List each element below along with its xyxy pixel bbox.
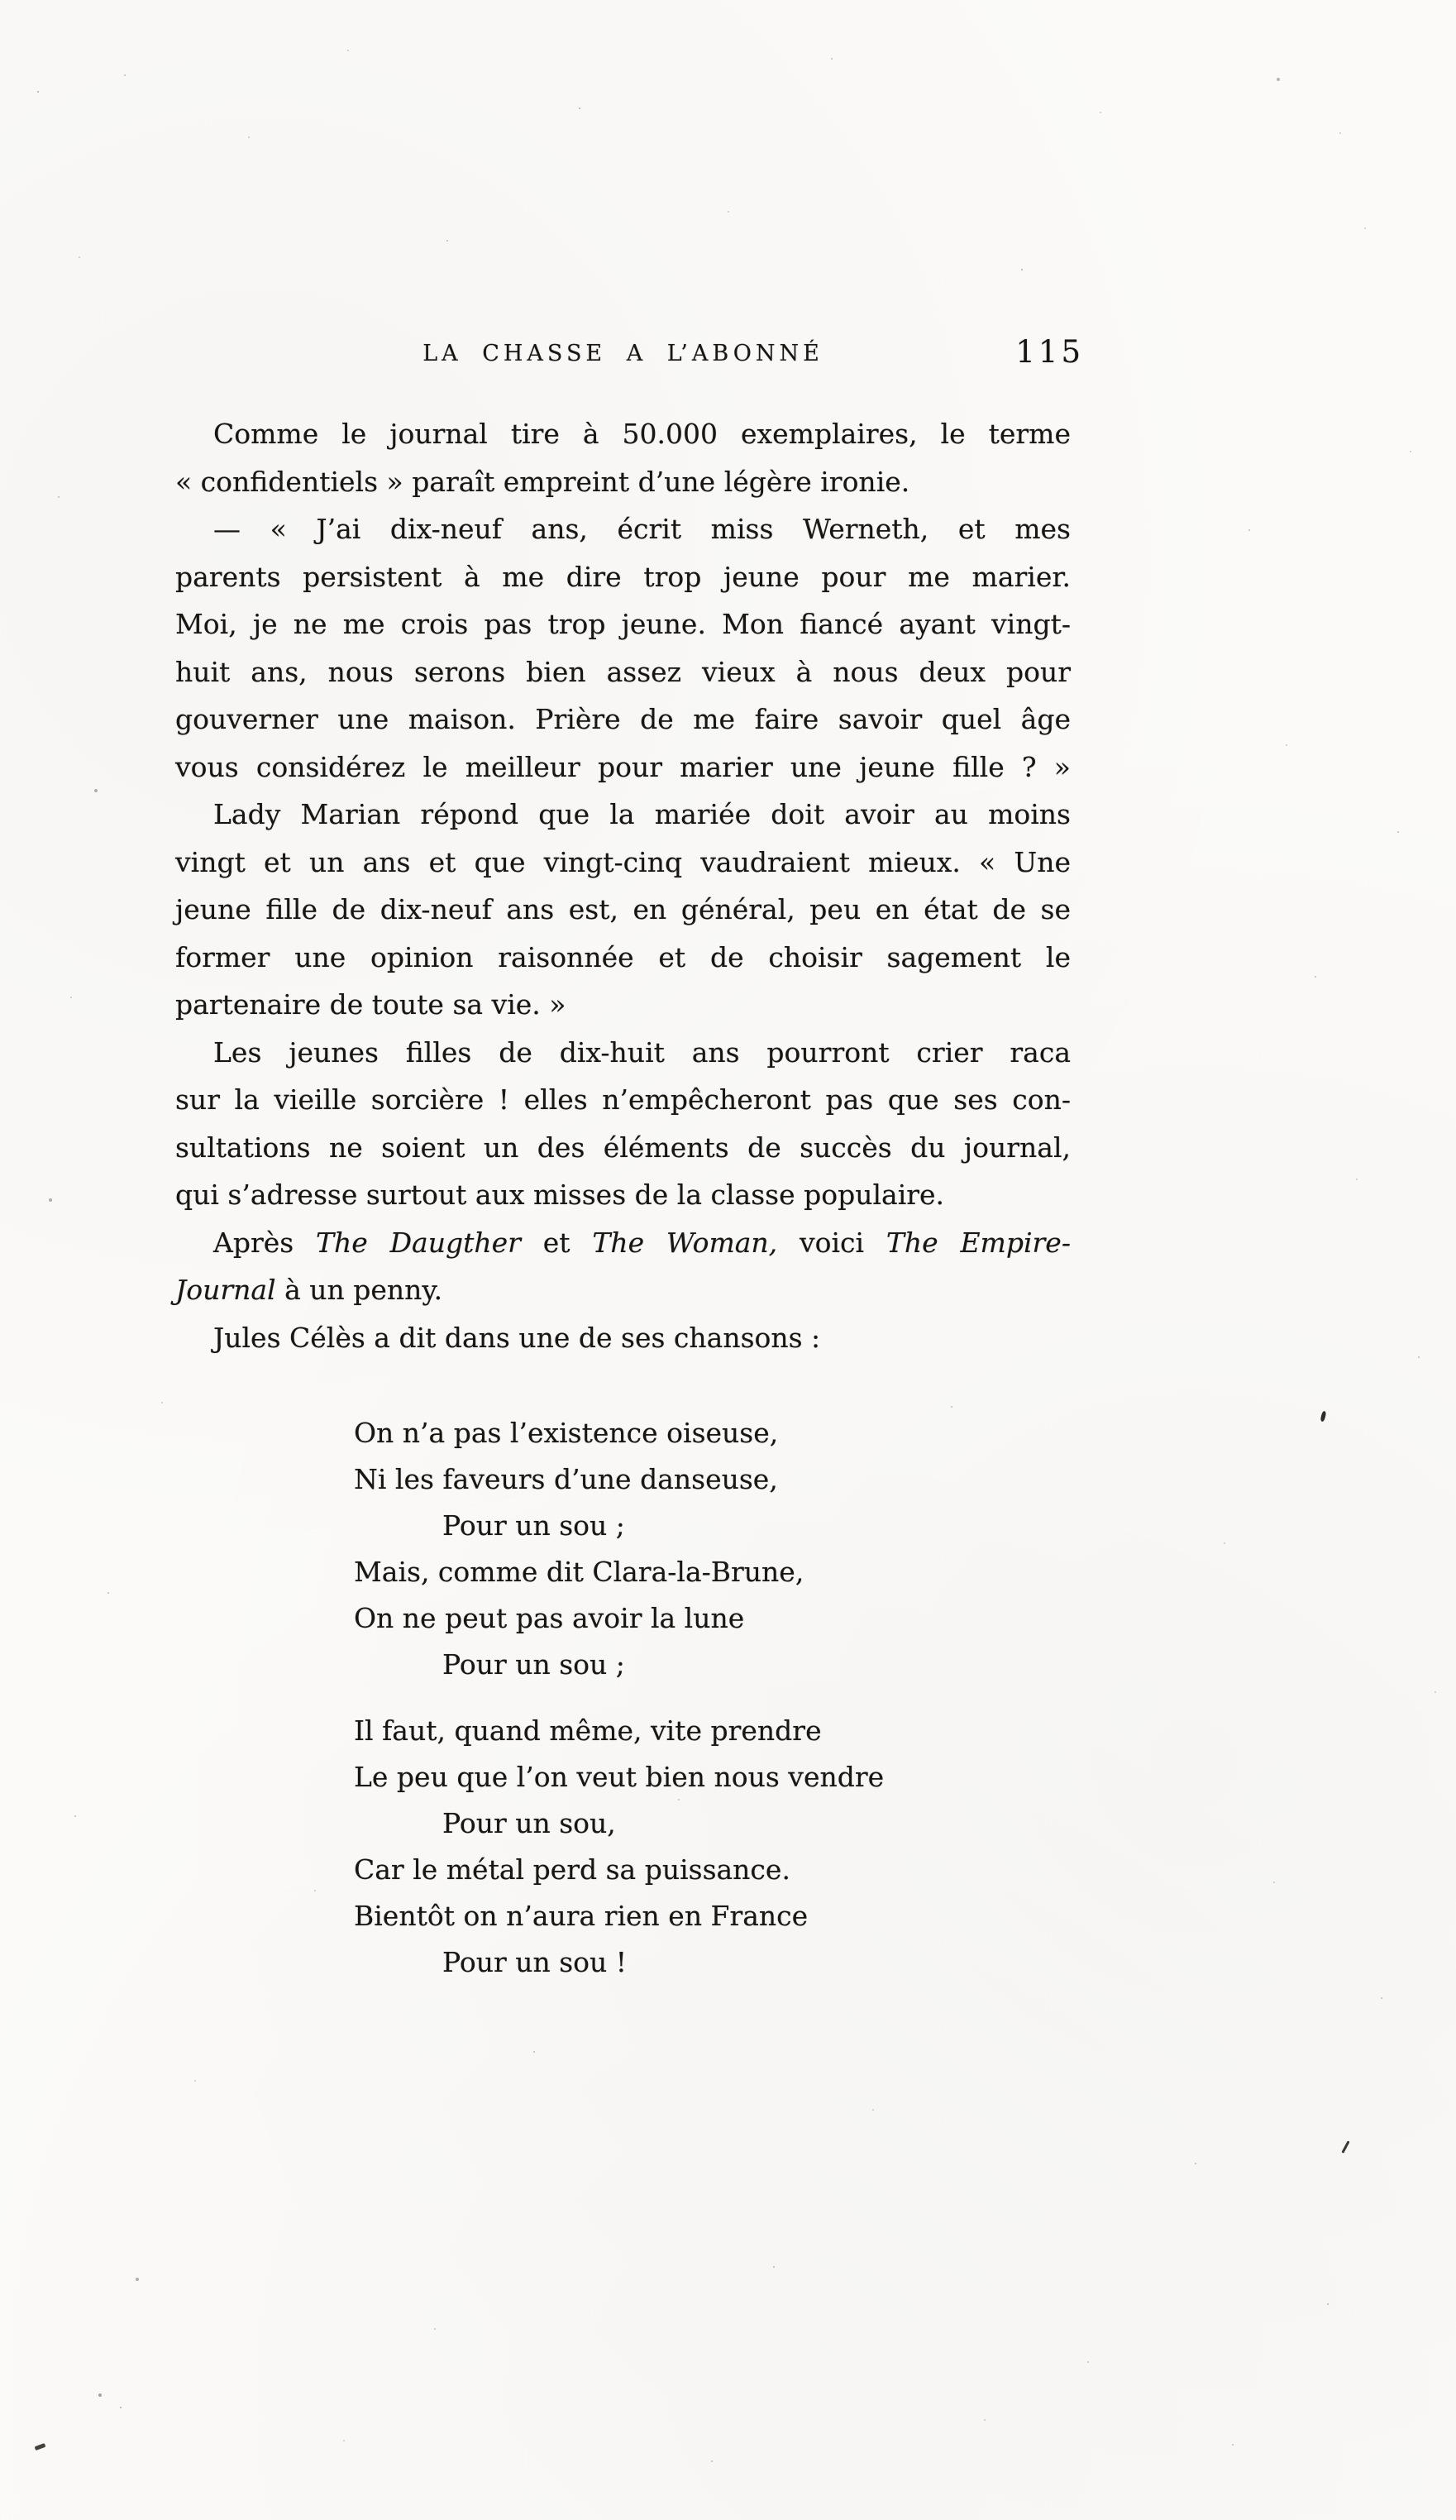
poem-line: Il faut, quand même, vite prendre	[354, 1714, 822, 1747]
text-line: sultations ne soient un des éléments de succès du journal,	[175, 1131, 1071, 1164]
text-line: Comme le journal tire à 50.000 exemplaires, le terme	[213, 418, 1071, 450]
running-head-title: LA CHASSE A L’ABONNÉ	[422, 341, 823, 366]
text-line: gouverner une maison. Prière de me faire savoir quel âge	[175, 703, 1071, 735]
scan-noise-specks	[0, 0, 2, 2]
text-segment: voici	[777, 1226, 886, 1259]
text-line: sur la vieille sorcière ! elles n’empêcheront pas que ses con-	[175, 1083, 1071, 1116]
text-line: « confidentiels » paraît empreint d’une légère ironie.	[175, 465, 910, 498]
text-line: — « J’ai dix-neuf ans, écrit miss Werneth, et mes	[213, 513, 1071, 545]
poem-line: On ne peut pas avoir la lune	[354, 1602, 745, 1634]
text-segment: à un penny.	[275, 1274, 443, 1306]
body-text	[175, 410, 1071, 1361]
text-line: Lady Marian répond que la mariée doit avoir au moins	[213, 798, 1071, 830]
poem-stanza-2	[354, 1708, 884, 1986]
text-line: qui s’adresse surtout aux misses de la classe populaire.	[175, 1179, 945, 1211]
poem-line: Car le métal perd sa puissance.	[354, 1853, 790, 1886]
text-line: Jules Célès a dit dans une de ses chansons :	[213, 1321, 821, 1354]
text-line: partenaire de toute sa vie. »	[175, 988, 566, 1021]
text-segment: Après	[213, 1226, 316, 1259]
poem-refrain-line: Pour un sou ;	[442, 1648, 625, 1681]
poem	[354, 1410, 884, 1986]
poem-stanza-1	[354, 1410, 884, 1688]
book-title-italic: The Daugther	[316, 1226, 521, 1259]
text-line: huit ans, nous serons bien assez vieux à nous deux pour	[175, 655, 1071, 688]
running-head	[175, 332, 1084, 379]
text-line: Moi, je ne me crois pas trop jeune. Mon fiancé ayant vingt-	[175, 608, 1071, 640]
poem-refrain-line: Pour un sou ;	[442, 1509, 625, 1542]
poem-refrain-line: Pour un sou !	[442, 1946, 628, 1978]
text-line: Les jeunes filles de dix-huit ans pourront crier raca	[213, 1035, 1071, 1069]
text-line: jeune fille de dix-neuf ans est, en général, peu en état de se	[175, 893, 1071, 925]
book-title-italic: The Woman,	[592, 1226, 778, 1259]
poem-line: Ni les faveurs d’une danseuse,	[354, 1463, 778, 1495]
text-line: vous considérez le meilleur pour marier une jeune fille ? »	[175, 750, 1071, 783]
poem-line: Bientôt on n’aura rien en France	[354, 1900, 809, 1932]
text-line	[175, 1266, 1071, 1314]
poem-line: Mais, comme dit Clara-la-Brune,	[354, 1556, 804, 1588]
page-number: 115	[1015, 334, 1084, 370]
text-line: vingt et un ans et que vingt-cinq vaudraient mieux. « Une	[175, 845, 1071, 878]
poem-refrain-line: Pour un sou,	[442, 1807, 616, 1839]
scan-ink-mark	[35, 2443, 46, 2451]
text-line: former une opinion raisonnée et de choisir sagement le	[175, 940, 1071, 973]
book-title-italic: The Empire-	[886, 1226, 1071, 1259]
scan-ink-mark	[1341, 2140, 1349, 2154]
text-line	[175, 1219, 1071, 1267]
poem-line: On n’a pas l’existence oiseuse,	[354, 1417, 779, 1449]
book-title-italic: Journal	[175, 1274, 276, 1306]
text-line: parents persistent à me dire trop jeune pour me marier.	[175, 560, 1071, 593]
scan-ink-mark	[1320, 1411, 1327, 1423]
poem-line: Le peu que l’on veut bien nous vendre	[354, 1761, 885, 1793]
text-segment: et	[520, 1226, 593, 1259]
